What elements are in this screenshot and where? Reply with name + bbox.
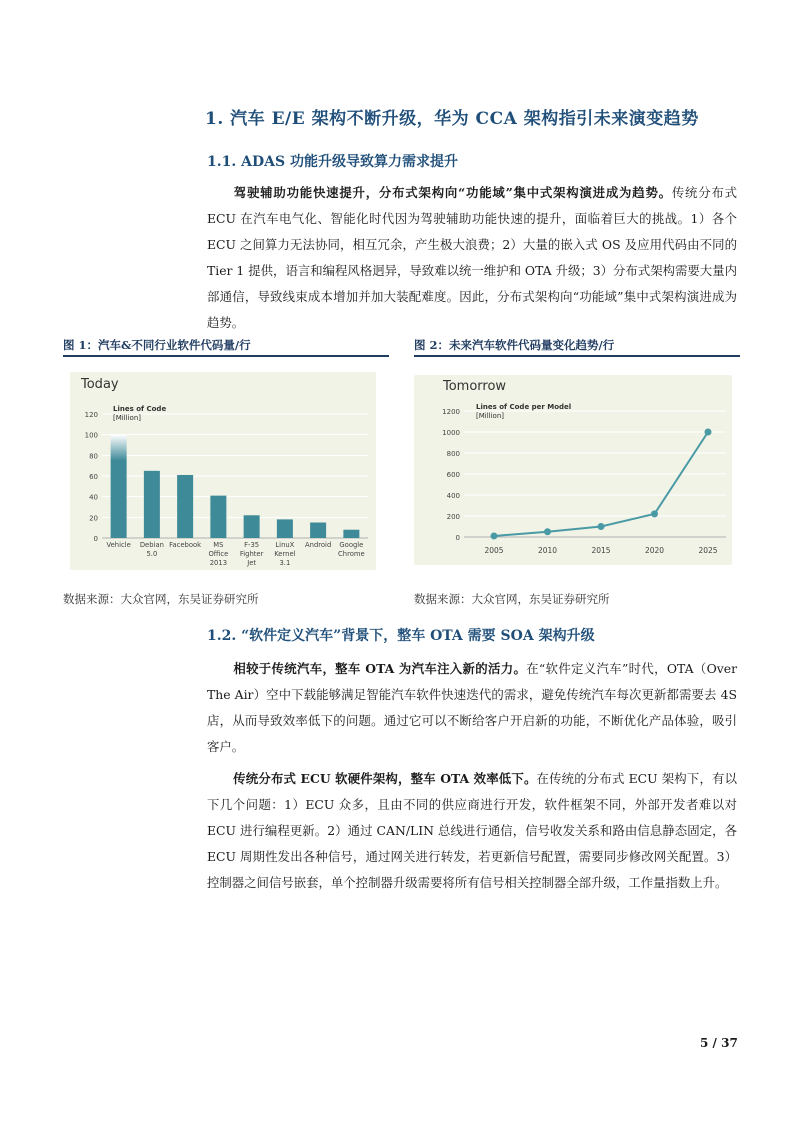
- bar: [111, 435, 127, 538]
- y-tick-label: 0: [455, 534, 460, 542]
- x-tick-label: MS: [213, 541, 224, 549]
- figure-2-source: 数据来源：大众官网，东吴证券研究所: [414, 592, 610, 606]
- x-tick-label: 2015: [591, 546, 611, 555]
- figure-2-rule: [414, 355, 740, 357]
- y-tick-label: 20: [89, 514, 98, 523]
- figure-1-caption: 图 1：汽车&不同行业软件代码量/行: [63, 338, 251, 352]
- x-tick-label: Jet: [247, 559, 257, 567]
- x-tick-label: Google: [339, 541, 364, 549]
- data-point: [491, 532, 498, 539]
- x-tick-label: 3.1: [279, 559, 291, 567]
- page-number: 5 / 37: [700, 1036, 738, 1050]
- x-tick-label: 2010: [537, 546, 558, 555]
- bar: [210, 496, 226, 538]
- y-tick-label: 1200: [442, 408, 460, 416]
- figure-1-rule: [63, 355, 389, 357]
- y-tick-label: 200: [446, 513, 460, 521]
- x-tick-label: 2005: [484, 546, 504, 555]
- y-axis-label-line-1: Lines of Code per Model: [476, 403, 572, 411]
- section-1-2-title: 1.2. “软件定义汽车”背景下，整车 OTA 需要 SOA 架构升级: [207, 628, 595, 644]
- bar: [144, 471, 160, 538]
- figure-1-chart-svg: [70, 372, 376, 570]
- data-point: [544, 528, 551, 535]
- bar: [177, 475, 193, 538]
- x-tick-label: Fighter: [239, 550, 264, 558]
- paragraph-body: 在传统的分布式 ECU 架构下，有以下几个问题：1）ECU 众多，且由不同的供应商进行开发，软件框架不同，外部开发者难以对 ECU 进行编程更新。2）通过 CAN/LIN 总线进行通信，信号收发关系和路由信息静态固定，各 ECU 周期性发出各种信号，通过网关进行转发，若更新信号配置，需要同步修改网关配置。3）控制器之间信号嵌套，单个控制器升级需要将所有信号相关控制器全部升级，工作量指数上升。: [207, 771, 737, 890]
- x-tick-label: LinuX: [275, 541, 295, 549]
- bar: [310, 523, 326, 539]
- y-tick-label: 40: [89, 493, 98, 502]
- y-tick-label: 0: [93, 535, 98, 543]
- y-tick-label: 120: [84, 411, 98, 419]
- data-point: [651, 510, 658, 517]
- section-1-2-paragraph-1: [207, 656, 737, 760]
- data-point: [598, 523, 605, 530]
- y-axis-label-line-1: Lines of Code: [113, 405, 167, 413]
- x-tick-label: Facebook: [169, 541, 202, 549]
- y-tick-label: 100: [84, 431, 98, 440]
- bar: [277, 519, 293, 538]
- series-line: [494, 432, 708, 536]
- paragraph-lead: 相较于传统汽车，整车 OTA 为汽车注入新的活力。: [233, 661, 527, 676]
- x-tick-label: 2020: [644, 546, 665, 555]
- x-tick-label: Kernel: [274, 550, 296, 558]
- x-tick-label: Office: [208, 550, 229, 558]
- figure-2-chart: [414, 375, 732, 565]
- paragraph-lead: 传统分布式 ECU 软硬件架构，整车 OTA 效率低下。: [233, 771, 537, 786]
- y-tick-label: 400: [446, 492, 460, 500]
- x-tick-label: 2013: [209, 559, 228, 567]
- figure-1-source: 数据来源：大众官网，东吴证券研究所: [63, 592, 259, 606]
- x-tick-label: Chrome: [338, 550, 365, 558]
- bar: [244, 515, 260, 538]
- figure-1-chart: [70, 372, 376, 570]
- paragraph-lead: 驾驶辅助功能快速提升，分布式架构向“功能域”集中式架构演进成为趋势。: [233, 185, 672, 200]
- figure-2-chart-svg: [414, 375, 732, 565]
- y-tick-label: 60: [89, 473, 98, 481]
- y-tick-label: 800: [446, 450, 460, 458]
- x-tick-label: 2025: [698, 546, 718, 555]
- figure-2-caption: 图 2：未来汽车软件代码量变化趋势/行: [414, 338, 615, 352]
- chart-title: Tomorrow: [443, 379, 507, 394]
- y-tick-label: 1000: [442, 429, 460, 437]
- section-1-1-paragraph: [207, 180, 737, 336]
- y-axis-label-line-2: [Million]: [476, 412, 504, 420]
- bar: [343, 530, 359, 538]
- y-tick-label: 600: [446, 471, 460, 479]
- x-tick-label: Debian: [139, 541, 164, 549]
- x-tick-label: Vehicle: [106, 541, 131, 549]
- x-tick-label: F-35: [244, 541, 260, 549]
- section-1-title: 1. 汽车 E/E 架构不断升级，华为 CCA 架构指引未来演变趋势: [205, 109, 699, 129]
- x-tick-label: 5.0: [146, 550, 158, 558]
- paragraph-body: 在“软件定义汽车”时代，OTA（Over The Air）空中下载能够满足智能汽车软件快速迭代的需求，避免传统汽车每次更新都需要去 4S 店，从而导致效率低下的问题。通过它可以不断给客户开启新的功能，不断优化产品体验，吸引客户。: [207, 661, 738, 754]
- data-point: [705, 429, 712, 436]
- y-axis-label-line-2: [Million]: [113, 414, 141, 422]
- y-tick-label: 80: [89, 452, 98, 461]
- paragraph-body: 传统分布式 ECU 在汽车电气化、智能化时代因为驾驶辅助功能快速的提升，面临着巨大的挑战。1）各个 ECU 之间算力无法协同，相互冗余，产生极大浪费；2）大量的嵌入式 OS 及应用代码由不同的 Tier 1 提供，语言和编程风格迥异，导致难以统一维护和 OTA 升级；3）分布式架构需要大量内部通信，导致线束成本增加并加大装配难度。因此，分布式架构向“功能域”集中式架构演进成为趋势。: [207, 185, 737, 330]
- section-1-1-title: 1.1. ADAS 功能升级导致算力需求提升: [207, 154, 458, 170]
- chart-title: Today: [81, 377, 119, 392]
- section-1-2-paragraph-2: [207, 766, 737, 896]
- x-tick-label: Android: [304, 541, 332, 549]
